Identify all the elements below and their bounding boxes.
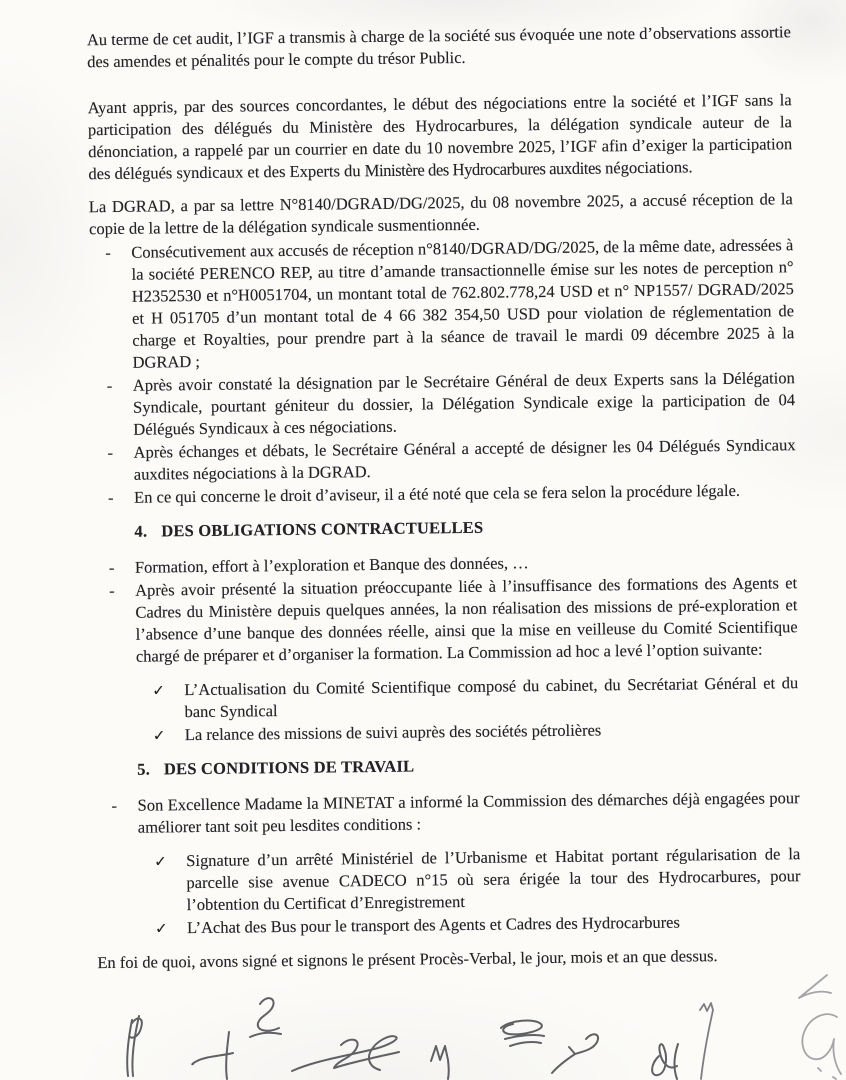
check-icon: ✓ (154, 852, 167, 871)
section-title: DES OBLIGATIONS CONTRACTUELLES (161, 517, 484, 541)
paragraph-ayant-appris (88, 89, 793, 185)
signature-mark (431, 1046, 449, 1079)
signature-mark (192, 1032, 233, 1079)
check-item-text: La relance des missions de suivi auprès des sociétés pétrolières (184, 720, 602, 745)
check-item (94, 672, 798, 724)
obligations-check-list (94, 672, 799, 747)
dash-marker: - (105, 242, 111, 263)
signature-mark (802, 1014, 841, 1079)
signature-mark (700, 1003, 713, 1079)
signature-mark (292, 1036, 399, 1071)
dash-marker: - (109, 580, 115, 600)
section-heading-obligations (134, 513, 796, 543)
conditions-check-list (96, 843, 801, 940)
check-item-text: L’Actualisation du Comité Scientifique composé du cabinet, du Secrétariat Général et du banc Syndical (184, 673, 799, 722)
list-item (95, 787, 799, 839)
closing-statement: En foi de quoi, avons signé et signons le présent Procès-Verbal, le jour, mois et an que dessus. (97, 946, 718, 973)
list-item (93, 572, 798, 668)
list-item-text: Après avoir présenté la situation préoccupante liée à l’insuffisance des formations des Agents et Cadres du Ministère depuis quelques années, la non réalisation des missions de pré-exploration et l’absence d’une banque des données réelle, ainsi que la mise en veilleuse du Comité Scientifique chargé de préparer et d’organiser la formation. La Commission ad hoc a levé l’option suivante: (135, 573, 798, 666)
check-item-text: Signature d’un arrêté Ministériel de l’Urbanisme et Habitat portant régularisation de la parcelle sise avenue CADECO n°15 où sera érigée la tour des Hydrocarbures, pour l’obtention du Certificat d’Enregistrement (186, 844, 801, 915)
section-number: 4. (134, 521, 148, 541)
dash-marker: - (111, 795, 118, 815)
check-icon: ✓ (154, 919, 168, 938)
list-item (91, 367, 796, 441)
dgrad-list (89, 234, 796, 509)
list-item-text: Formation, effort à l’exploration et Banque des données, … (134, 553, 529, 577)
check-icon: ✓ (152, 681, 165, 700)
paragraph-ayant-part2: Ministère des Hydrocarbures auxdites (364, 157, 602, 181)
list-item-text: Après échanges et débats, le Secrétaire Général a accepté de désigner les 04 Délégués Syndicaux auxdites négociations à la DGRAD. (133, 435, 796, 484)
signature-mark (799, 975, 831, 998)
paragraph-dgrad: La DGRAD, a par sa lettre N°8140/DGRAD/DG/2025, du 08 novembre 2025, a accusé réception de la copie de la lettre de la délégation syndicale susmentionnée. (88, 189, 793, 239)
dash-marker: - (107, 442, 114, 463)
paragraph-ayant-part1: Ayant appris, par des sources concordantes, le début des négociations entre la société et l’IGF sans la participation des délégués du Ministère des Hydrocarbures, la délégation syndicale auteur de la dénonciation, a rappelé par un courrier en date du 10 novembre 2025, l’IGF afin d’exiger la participation des délégués syndicaux et des Experts du (87, 90, 793, 184)
section-title: DES CONDITIONS DE TRAVAIL (163, 756, 415, 779)
check-item-text: L’Achat des Bus pour le transport des Agents et Cadres des Hydrocarbures (186, 912, 680, 938)
list-item-text: Son Excellence Madame la MINETAT a informé la Commission des démarches déjà engagées pour améliorer tant soit peu lesdites conditions : (137, 788, 800, 837)
signature-mark (552, 1034, 598, 1073)
list-item (89, 234, 794, 374)
paragraph-audit-intro: Au terme de cet audit, l’IGF a transmis à charge de la société sus évoquée une note d’observations assortie des amendes et pénalités pour le compte du trésor Public. (86, 22, 791, 72)
dash-marker: - (108, 487, 114, 508)
list-item (91, 434, 795, 486)
section-heading-conditions (137, 751, 799, 781)
document-body (87, 21, 802, 974)
dash-marker: - (108, 557, 115, 577)
signature-mark (127, 1016, 142, 1076)
signature-mark (250, 998, 281, 1037)
obligations-list (93, 549, 798, 668)
signature-mark (652, 1044, 678, 1079)
list-item-text: En ce qui concerne le droit d’aviseur, il a été noté que cela se fera selon la procédure légale. (134, 480, 741, 507)
list-item-text: Après avoir constaté la désignation par le Secrétaire Général de deux Experts sans la Délégation Syndicale, pourtant géniteur du dossier, la Délégation Syndicale exige la participation de 04 Délégués Syndicaux à ces négociations. (132, 368, 796, 439)
section-number: 5. (137, 759, 151, 779)
signature-mark (501, 1021, 544, 1046)
check-icon: ✓ (152, 726, 166, 745)
paragraph-ayant-part3: négociations. (600, 157, 693, 178)
check-item (96, 843, 801, 917)
dash-marker: - (106, 375, 113, 396)
conditions-list (95, 787, 799, 839)
list-item-text: Consécutivement aux accusés de réception n°8140/DGRAD/DG/2025, de la même date, adressées à la société PERENCO REP, au titre d’amande transactionnelle émise sur les notes de perception n° H2352530 et n°H0051704, un montant total de 762.802.778,24 USD et n° NP1557/ DGRAD/2025 et H 051705 d’un montant total de 4 66 382 354,50 USD pour violation de réglementation de charge et Royalties, pour prendre part à la séance de travail le mardi 09 décembre 2025 à la DGRAD ; (131, 235, 795, 372)
